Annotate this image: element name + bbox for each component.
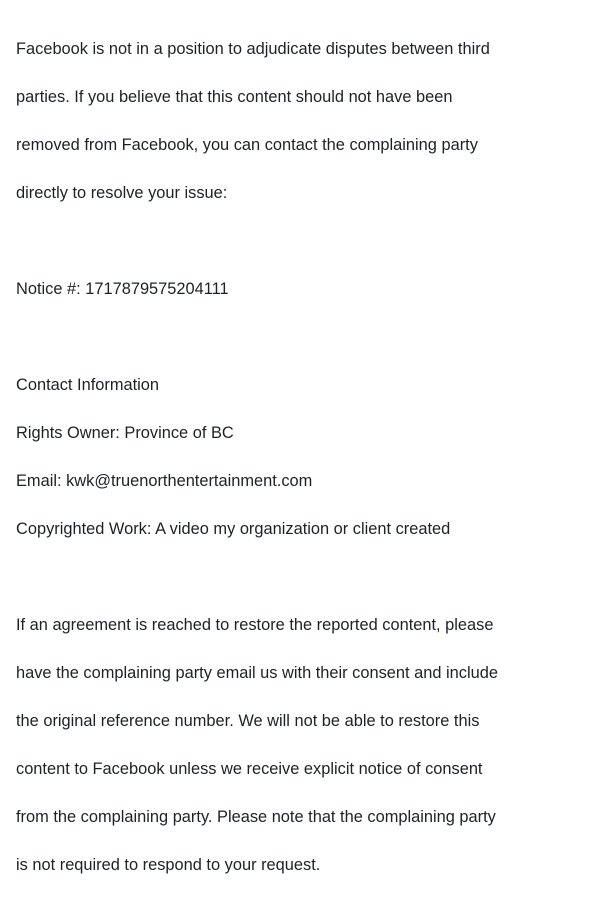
- closing-line: content to Facebook unless we receive explicit notice of consent: [16, 760, 483, 778]
- email-value: kwk@truenorthentertainment.com: [66, 472, 313, 490]
- closing-line: is not required to respond to your request.: [16, 856, 321, 874]
- paragraph-gap: [16, 229, 586, 253]
- copyrighted-work-label: Copyrighted Work:: [16, 520, 152, 538]
- notice-number-row: [16, 253, 586, 325]
- closing-line: the original reference number. We will not be able to restore this: [16, 712, 480, 730]
- intro-line: parties. If you believe that this content should not have been: [16, 88, 453, 106]
- notice-number-label: Notice #:: [16, 280, 81, 298]
- rights-owner-value: Province of BC: [124, 424, 234, 442]
- closing-line: have the complaining party email us with their consent and include: [16, 664, 498, 682]
- paragraph-gap: [16, 325, 586, 349]
- email-label: Email:: [16, 472, 62, 490]
- contact-information-block: [16, 349, 586, 565]
- intro-paragraph: [16, 13, 586, 229]
- intro-line: directly to resolve your issue:: [16, 184, 228, 202]
- closing-line: from the complaining party. Please note that the complaining party: [16, 808, 496, 826]
- copyrighted-work-row: [16, 517, 586, 541]
- intro-line: removed from Facebook, you can contact the complaining party: [16, 136, 478, 154]
- rights-owner-label: Rights Owner:: [16, 424, 120, 442]
- closing-line: If an agreement is reached to restore the reported content, please: [16, 616, 494, 634]
- intro-line: Facebook is not in a position to adjudicate disputes between third: [16, 40, 490, 58]
- copyrighted-work-value: A video my organization or client created: [155, 520, 451, 538]
- contact-heading: Contact Information: [16, 376, 160, 394]
- rights-owner-row: [16, 421, 586, 445]
- closing-paragraph: [16, 589, 586, 901]
- email-row: [16, 469, 586, 493]
- paragraph-gap: [16, 565, 586, 589]
- notice-number-value: 1717879575204111: [85, 280, 229, 298]
